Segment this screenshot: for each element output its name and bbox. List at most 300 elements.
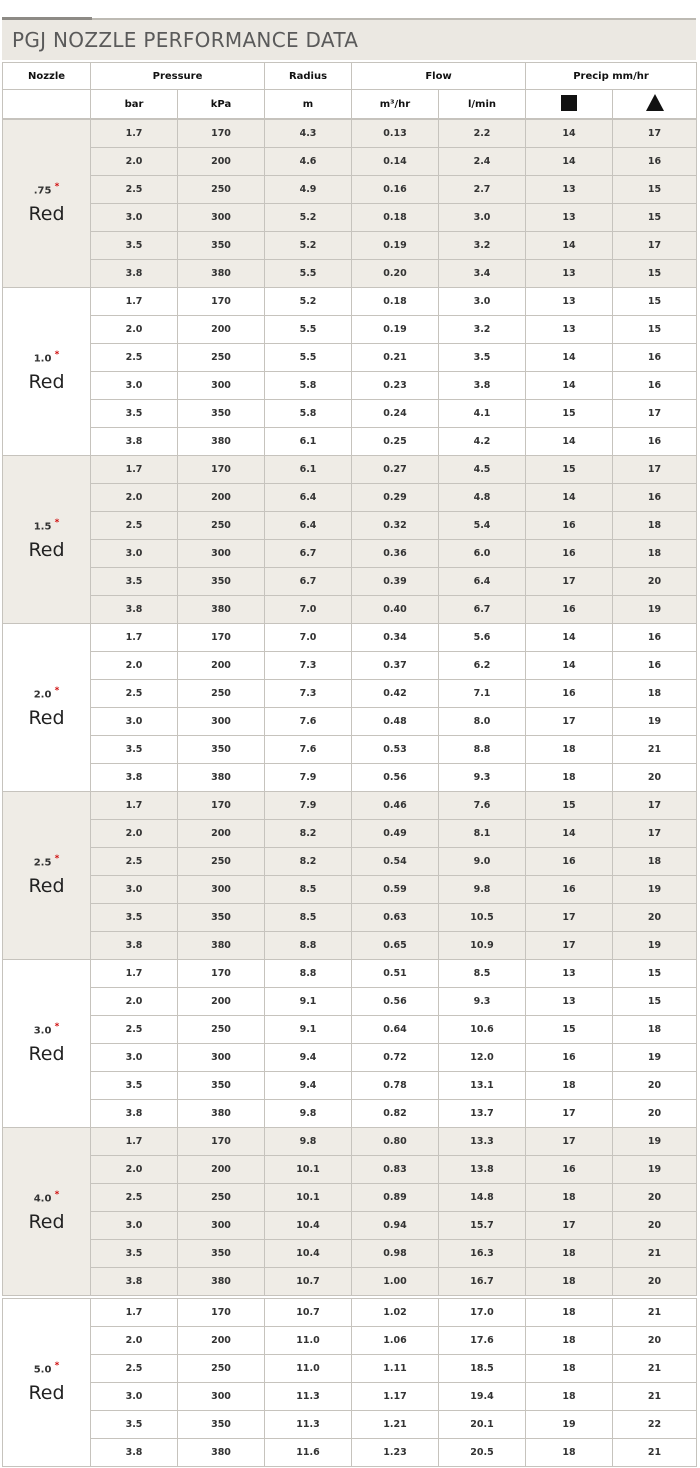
cell-bar: 1.7 bbox=[91, 960, 178, 988]
cell-bar: 3.0 bbox=[91, 204, 178, 232]
cell-precip-triangle: 17 bbox=[613, 232, 697, 260]
cell-precip-triangle: 20 bbox=[613, 904, 697, 932]
cell-lmin: 18.5 bbox=[439, 1355, 526, 1383]
cell-precip-square: 14 bbox=[526, 232, 613, 260]
cell-precip-triangle: 15 bbox=[613, 176, 697, 204]
cell-bar: 2.0 bbox=[91, 316, 178, 344]
nozzle-group bbox=[2, 959, 697, 1128]
table-row bbox=[3, 148, 697, 176]
cell-bar: 2.5 bbox=[91, 512, 178, 540]
cell-kpa: 380 bbox=[178, 932, 265, 960]
cell-radius: 5.8 bbox=[265, 372, 352, 400]
table-row bbox=[3, 1299, 697, 1327]
table-row bbox=[3, 652, 697, 680]
nozzle-group bbox=[2, 623, 697, 792]
cell-lmin: 3.2 bbox=[439, 232, 526, 260]
cell-precip-triangle: 20 bbox=[613, 1072, 697, 1100]
cell-m3hr: 0.19 bbox=[352, 232, 439, 260]
cell-precip-square: 17 bbox=[526, 1212, 613, 1240]
cell-bar: 3.5 bbox=[91, 1072, 178, 1100]
cell-precip-triangle: 19 bbox=[613, 1128, 697, 1156]
cell-kpa: 350 bbox=[178, 568, 265, 596]
cell-precip-square: 17 bbox=[526, 1128, 613, 1156]
asterisk-mark: * bbox=[51, 350, 60, 361]
cell-m3hr: 0.34 bbox=[352, 624, 439, 652]
cell-bar: 1.7 bbox=[91, 120, 178, 148]
cell-precip-triangle: 18 bbox=[613, 680, 697, 708]
cell-m3hr: 0.56 bbox=[352, 764, 439, 792]
cell-bar: 2.0 bbox=[91, 1327, 178, 1355]
cell-precip-square: 16 bbox=[526, 876, 613, 904]
cell-precip-square: 14 bbox=[526, 148, 613, 176]
cell-kpa: 250 bbox=[178, 1016, 265, 1044]
cell-radius: 7.9 bbox=[265, 764, 352, 792]
cell-m3hr: 0.40 bbox=[352, 596, 439, 624]
cell-radius: 4.9 bbox=[265, 176, 352, 204]
cell-bar: 3.0 bbox=[91, 1044, 178, 1072]
nozzle-size bbox=[3, 350, 90, 364]
cell-bar: 3.8 bbox=[91, 764, 178, 792]
cell-precip-triangle: 21 bbox=[613, 1355, 697, 1383]
cell-kpa: 380 bbox=[178, 1268, 265, 1296]
cell-lmin: 10.6 bbox=[439, 1016, 526, 1044]
asterisk-mark: * bbox=[51, 686, 60, 697]
cell-precip-triangle: 18 bbox=[613, 512, 697, 540]
cell-m3hr: 0.63 bbox=[352, 904, 439, 932]
table-row bbox=[3, 1212, 697, 1240]
cell-radius: 11.3 bbox=[265, 1411, 352, 1439]
cell-precip-triangle: 19 bbox=[613, 1044, 697, 1072]
cell-precip-square: 15 bbox=[526, 1016, 613, 1044]
cell-lmin: 8.1 bbox=[439, 820, 526, 848]
header-square-spacing bbox=[526, 90, 613, 119]
cell-radius: 5.2 bbox=[265, 232, 352, 260]
nozzle-color: Red bbox=[28, 370, 65, 393]
cell-radius: 9.1 bbox=[265, 1016, 352, 1044]
cell-bar: 2.5 bbox=[91, 176, 178, 204]
cell-precip-triangle: 20 bbox=[613, 1100, 697, 1128]
cell-m3hr: 0.42 bbox=[352, 680, 439, 708]
cell-m3hr: 0.82 bbox=[352, 1100, 439, 1128]
cell-bar: 1.7 bbox=[91, 288, 178, 316]
cell-bar: 3.0 bbox=[91, 1383, 178, 1411]
cell-radius: 9.8 bbox=[265, 1128, 352, 1156]
cell-precip-triangle: 15 bbox=[613, 960, 697, 988]
cell-precip-square: 16 bbox=[526, 680, 613, 708]
cell-kpa: 200 bbox=[178, 988, 265, 1016]
cell-m3hr: 0.25 bbox=[352, 428, 439, 456]
cell-radius: 7.3 bbox=[265, 652, 352, 680]
cell-bar: 2.0 bbox=[91, 820, 178, 848]
cell-precip-square: 15 bbox=[526, 792, 613, 820]
asterisk-mark: * bbox=[51, 1190, 60, 1201]
cell-radius: 7.3 bbox=[265, 680, 352, 708]
cell-kpa: 200 bbox=[178, 652, 265, 680]
cell-bar: 1.7 bbox=[91, 456, 178, 484]
cell-kpa: 380 bbox=[178, 260, 265, 288]
cell-radius: 6.7 bbox=[265, 568, 352, 596]
cell-precip-square: 18 bbox=[526, 1184, 613, 1212]
cell-precip-triangle: 16 bbox=[613, 484, 697, 512]
cell-kpa: 250 bbox=[178, 344, 265, 372]
cell-precip-square: 18 bbox=[526, 1268, 613, 1296]
nozzle-cell bbox=[3, 288, 91, 456]
cell-precip-square: 18 bbox=[526, 764, 613, 792]
cell-lmin: 13.7 bbox=[439, 1100, 526, 1128]
cell-radius: 10.7 bbox=[265, 1299, 352, 1327]
cell-precip-triangle: 15 bbox=[613, 204, 697, 232]
cell-kpa: 200 bbox=[178, 484, 265, 512]
cell-m3hr: 0.48 bbox=[352, 708, 439, 736]
cell-precip-square: 14 bbox=[526, 120, 613, 148]
cell-m3hr: 0.98 bbox=[352, 1240, 439, 1268]
cell-lmin: 20.5 bbox=[439, 1439, 526, 1467]
cell-kpa: 250 bbox=[178, 1355, 265, 1383]
table-row bbox=[3, 1411, 697, 1439]
header-bar: bar bbox=[91, 90, 178, 119]
cell-radius: 11.6 bbox=[265, 1439, 352, 1467]
cell-lmin: 4.8 bbox=[439, 484, 526, 512]
cell-precip-square: 16 bbox=[526, 596, 613, 624]
cell-lmin: 8.5 bbox=[439, 960, 526, 988]
nozzle-group bbox=[2, 119, 697, 288]
cell-radius: 11.3 bbox=[265, 1383, 352, 1411]
header-flow: Flow bbox=[352, 63, 526, 90]
nozzle-size-value: 4.0 bbox=[33, 1193, 52, 1205]
cell-precip-square: 13 bbox=[526, 288, 613, 316]
cell-m3hr: 0.49 bbox=[352, 820, 439, 848]
cell-radius: 6.1 bbox=[265, 428, 352, 456]
cell-lmin: 8.0 bbox=[439, 708, 526, 736]
cell-radius: 6.4 bbox=[265, 484, 352, 512]
cell-kpa: 170 bbox=[178, 288, 265, 316]
cell-bar: 3.0 bbox=[91, 708, 178, 736]
cell-kpa: 170 bbox=[178, 624, 265, 652]
cell-radius: 11.0 bbox=[265, 1327, 352, 1355]
cell-precip-triangle: 17 bbox=[613, 120, 697, 148]
cell-lmin: 16.7 bbox=[439, 1268, 526, 1296]
table-row bbox=[3, 1240, 697, 1268]
cell-precip-square: 14 bbox=[526, 484, 613, 512]
triangle-icon bbox=[646, 94, 664, 111]
cell-bar: 2.0 bbox=[91, 148, 178, 176]
nozzle-size bbox=[3, 182, 90, 196]
cell-m3hr: 0.83 bbox=[352, 1156, 439, 1184]
cell-kpa: 380 bbox=[178, 1439, 265, 1467]
cell-m3hr: 0.27 bbox=[352, 456, 439, 484]
cell-precip-triangle: 16 bbox=[613, 372, 697, 400]
cell-bar: 3.0 bbox=[91, 876, 178, 904]
cell-m3hr: 0.21 bbox=[352, 344, 439, 372]
table-row bbox=[3, 904, 697, 932]
cell-precip-triangle: 20 bbox=[613, 1268, 697, 1296]
cell-bar: 2.0 bbox=[91, 988, 178, 1016]
cell-precip-square: 17 bbox=[526, 1100, 613, 1128]
cell-radius: 5.8 bbox=[265, 400, 352, 428]
cell-kpa: 200 bbox=[178, 1327, 265, 1355]
cell-bar: 2.5 bbox=[91, 344, 178, 372]
nozzle-cell bbox=[3, 1299, 91, 1467]
cell-m3hr: 0.80 bbox=[352, 1128, 439, 1156]
table-row bbox=[3, 372, 697, 400]
cell-precip-square: 19 bbox=[526, 1411, 613, 1439]
cell-lmin: 9.8 bbox=[439, 876, 526, 904]
cell-bar: 2.0 bbox=[91, 652, 178, 680]
header-radius: Radius bbox=[265, 63, 352, 90]
cell-kpa: 300 bbox=[178, 372, 265, 400]
cell-radius: 11.0 bbox=[265, 1355, 352, 1383]
cell-kpa: 380 bbox=[178, 764, 265, 792]
cell-m3hr: 1.06 bbox=[352, 1327, 439, 1355]
cell-lmin: 13.1 bbox=[439, 1072, 526, 1100]
cell-precip-square: 17 bbox=[526, 932, 613, 960]
table-row bbox=[3, 932, 697, 960]
cell-m3hr: 0.51 bbox=[352, 960, 439, 988]
cell-lmin: 6.2 bbox=[439, 652, 526, 680]
cell-bar: 3.5 bbox=[91, 400, 178, 428]
cell-bar: 1.7 bbox=[91, 1299, 178, 1327]
asterisk-mark: * bbox=[51, 518, 60, 529]
cell-m3hr: 0.53 bbox=[352, 736, 439, 764]
cell-precip-triangle: 15 bbox=[613, 988, 697, 1016]
table-row bbox=[3, 288, 697, 316]
table-row bbox=[3, 1128, 697, 1156]
cell-kpa: 250 bbox=[178, 680, 265, 708]
cell-kpa: 380 bbox=[178, 1100, 265, 1128]
cell-radius: 4.3 bbox=[265, 120, 352, 148]
cell-precip-triangle: 17 bbox=[613, 400, 697, 428]
nozzle-size bbox=[3, 854, 90, 868]
cell-kpa: 300 bbox=[178, 876, 265, 904]
cell-lmin: 12.0 bbox=[439, 1044, 526, 1072]
cell-precip-square: 14 bbox=[526, 344, 613, 372]
cell-precip-triangle: 17 bbox=[613, 792, 697, 820]
cell-kpa: 350 bbox=[178, 1240, 265, 1268]
cell-bar: 2.5 bbox=[91, 1184, 178, 1212]
cell-bar: 3.8 bbox=[91, 260, 178, 288]
cell-kpa: 300 bbox=[178, 204, 265, 232]
cell-m3hr: 0.46 bbox=[352, 792, 439, 820]
cell-m3hr: 0.14 bbox=[352, 148, 439, 176]
page-title: PGJ NOZZLE PERFORMANCE DATA bbox=[12, 28, 359, 52]
cell-bar: 3.5 bbox=[91, 736, 178, 764]
cell-m3hr: 1.02 bbox=[352, 1299, 439, 1327]
asterisk-mark: * bbox=[51, 854, 60, 865]
cell-m3hr: 0.56 bbox=[352, 988, 439, 1016]
cell-bar: 3.0 bbox=[91, 540, 178, 568]
cell-bar: 3.5 bbox=[91, 1240, 178, 1268]
cell-precip-square: 16 bbox=[526, 1156, 613, 1184]
table-row bbox=[3, 1072, 697, 1100]
cell-bar: 2.5 bbox=[91, 680, 178, 708]
table-row bbox=[3, 204, 697, 232]
cell-precip-square: 13 bbox=[526, 176, 613, 204]
header-blank bbox=[3, 90, 91, 119]
cell-lmin: 6.4 bbox=[439, 568, 526, 596]
cell-precip-square: 14 bbox=[526, 372, 613, 400]
cell-precip-square: 14 bbox=[526, 428, 613, 456]
cell-precip-square: 13 bbox=[526, 260, 613, 288]
table-row bbox=[3, 1383, 697, 1411]
cell-radius: 9.4 bbox=[265, 1044, 352, 1072]
nozzle-cell bbox=[3, 624, 91, 792]
nozzle-size-value: 2.0 bbox=[33, 689, 52, 701]
nozzle-color: Red bbox=[28, 1210, 65, 1233]
cell-radius: 7.9 bbox=[265, 792, 352, 820]
cell-precip-square: 15 bbox=[526, 400, 613, 428]
nozzle-cell bbox=[3, 792, 91, 960]
header-nozzle: Nozzle bbox=[3, 63, 91, 90]
cell-kpa: 250 bbox=[178, 1184, 265, 1212]
cell-precip-square: 18 bbox=[526, 736, 613, 764]
nozzle-group bbox=[2, 791, 697, 960]
cell-precip-triangle: 20 bbox=[613, 1184, 697, 1212]
cell-kpa: 250 bbox=[178, 848, 265, 876]
cell-precip-triangle: 16 bbox=[613, 344, 697, 372]
cell-precip-square: 16 bbox=[526, 848, 613, 876]
cell-precip-square: 17 bbox=[526, 708, 613, 736]
title-tab-accent bbox=[2, 17, 92, 20]
cell-lmin: 7.6 bbox=[439, 792, 526, 820]
cell-kpa: 250 bbox=[178, 176, 265, 204]
cell-m3hr: 1.00 bbox=[352, 1268, 439, 1296]
cell-kpa: 350 bbox=[178, 232, 265, 260]
cell-m3hr: 1.23 bbox=[352, 1439, 439, 1467]
cell-bar: 3.0 bbox=[91, 1212, 178, 1240]
header-triangle-spacing bbox=[613, 90, 697, 119]
cell-radius: 8.5 bbox=[265, 904, 352, 932]
cell-kpa: 200 bbox=[178, 820, 265, 848]
asterisk-mark: * bbox=[51, 1361, 60, 1372]
cell-radius: 10.1 bbox=[265, 1184, 352, 1212]
cell-precip-square: 14 bbox=[526, 820, 613, 848]
nozzle-color: Red bbox=[28, 1042, 65, 1065]
cell-radius: 5.2 bbox=[265, 288, 352, 316]
cell-radius: 7.0 bbox=[265, 596, 352, 624]
cell-precip-square: 13 bbox=[526, 960, 613, 988]
cell-lmin: 2.4 bbox=[439, 148, 526, 176]
asterisk-mark: * bbox=[51, 182, 60, 193]
cell-precip-triangle: 15 bbox=[613, 260, 697, 288]
cell-lmin: 19.4 bbox=[439, 1383, 526, 1411]
table-row bbox=[3, 1327, 697, 1355]
cell-kpa: 300 bbox=[178, 708, 265, 736]
asterisk-mark: * bbox=[51, 1022, 60, 1033]
cell-bar: 3.5 bbox=[91, 1411, 178, 1439]
cell-lmin: 14.8 bbox=[439, 1184, 526, 1212]
nozzle-cell bbox=[3, 1128, 91, 1296]
cell-precip-square: 18 bbox=[526, 1355, 613, 1383]
cell-radius: 10.7 bbox=[265, 1268, 352, 1296]
table-row bbox=[3, 1016, 697, 1044]
cell-radius: 6.4 bbox=[265, 512, 352, 540]
header-lmin: l/min bbox=[439, 90, 526, 119]
cell-bar: 3.8 bbox=[91, 428, 178, 456]
nozzle-size-value: .75 bbox=[33, 185, 52, 197]
cell-m3hr: 0.16 bbox=[352, 176, 439, 204]
cell-lmin: 3.8 bbox=[439, 372, 526, 400]
cell-precip-square: 16 bbox=[526, 540, 613, 568]
header-precip: Precip mm/hr bbox=[526, 63, 697, 90]
cell-precip-triangle: 18 bbox=[613, 1016, 697, 1044]
cell-m3hr: 0.54 bbox=[352, 848, 439, 876]
header-m: m bbox=[265, 90, 352, 119]
cell-precip-square: 13 bbox=[526, 988, 613, 1016]
cell-radius: 9.4 bbox=[265, 1072, 352, 1100]
table-row bbox=[3, 680, 697, 708]
cell-m3hr: 0.39 bbox=[352, 568, 439, 596]
cell-bar: 3.8 bbox=[91, 932, 178, 960]
table-row bbox=[3, 1156, 697, 1184]
cell-precip-triangle: 22 bbox=[613, 1411, 697, 1439]
cell-precip-square: 16 bbox=[526, 1044, 613, 1072]
cell-m3hr: 0.94 bbox=[352, 1212, 439, 1240]
nozzle-cell bbox=[3, 960, 91, 1128]
cell-m3hr: 0.13 bbox=[352, 120, 439, 148]
cell-bar: 3.5 bbox=[91, 232, 178, 260]
cell-m3hr: 0.72 bbox=[352, 1044, 439, 1072]
cell-precip-triangle: 19 bbox=[613, 708, 697, 736]
cell-m3hr: 1.17 bbox=[352, 1383, 439, 1411]
cell-bar: 2.0 bbox=[91, 484, 178, 512]
cell-kpa: 300 bbox=[178, 540, 265, 568]
cell-precip-triangle: 18 bbox=[613, 540, 697, 568]
nozzle-size bbox=[3, 1361, 90, 1375]
table-row bbox=[3, 512, 697, 540]
cell-radius: 7.6 bbox=[265, 736, 352, 764]
cell-precip-triangle: 16 bbox=[613, 428, 697, 456]
cell-kpa: 170 bbox=[178, 1128, 265, 1156]
cell-lmin: 6.0 bbox=[439, 540, 526, 568]
cell-radius: 5.5 bbox=[265, 344, 352, 372]
cell-precip-triangle: 16 bbox=[613, 624, 697, 652]
cell-precip-triangle: 17 bbox=[613, 456, 697, 484]
table-row bbox=[3, 736, 697, 764]
cell-precip-triangle: 19 bbox=[613, 932, 697, 960]
cell-radius: 6.7 bbox=[265, 540, 352, 568]
cell-precip-square: 14 bbox=[526, 624, 613, 652]
cell-precip-square: 14 bbox=[526, 652, 613, 680]
cell-precip-triangle: 21 bbox=[613, 1439, 697, 1467]
cell-bar: 2.5 bbox=[91, 1355, 178, 1383]
cell-m3hr: 0.32 bbox=[352, 512, 439, 540]
header-table bbox=[2, 62, 697, 119]
cell-kpa: 200 bbox=[178, 148, 265, 176]
nozzle-size-value: 2.5 bbox=[33, 857, 52, 869]
cell-bar: 3.5 bbox=[91, 904, 178, 932]
cell-bar: 3.8 bbox=[91, 1100, 178, 1128]
cell-precip-triangle: 18 bbox=[613, 848, 697, 876]
nozzle-size-value: 3.0 bbox=[33, 1025, 52, 1037]
table-row bbox=[3, 596, 697, 624]
nozzle-color: Red bbox=[28, 874, 65, 897]
table-row bbox=[3, 1355, 697, 1383]
cell-lmin: 3.2 bbox=[439, 316, 526, 344]
title-bar bbox=[2, 18, 696, 60]
cell-m3hr: 0.59 bbox=[352, 876, 439, 904]
cell-lmin: 7.1 bbox=[439, 680, 526, 708]
table-row bbox=[3, 176, 697, 204]
cell-radius: 10.4 bbox=[265, 1240, 352, 1268]
cell-kpa: 170 bbox=[178, 960, 265, 988]
cell-kpa: 350 bbox=[178, 400, 265, 428]
cell-lmin: 13.8 bbox=[439, 1156, 526, 1184]
cell-precip-triangle: 17 bbox=[613, 820, 697, 848]
nozzle-group bbox=[2, 1127, 697, 1296]
cell-precip-triangle: 20 bbox=[613, 1327, 697, 1355]
cell-lmin: 4.5 bbox=[439, 456, 526, 484]
cell-radius: 7.6 bbox=[265, 708, 352, 736]
